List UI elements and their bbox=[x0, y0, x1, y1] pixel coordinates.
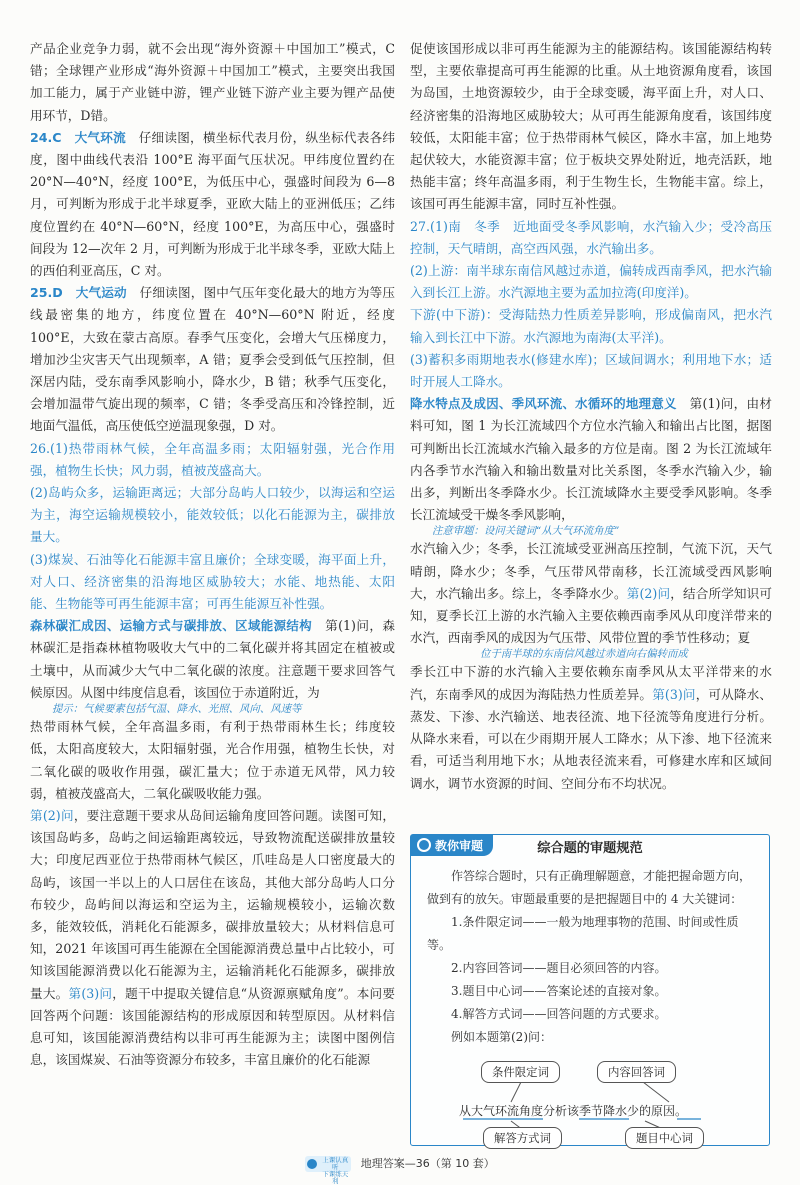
keyword-2: 2.内容回答词——题目必须回答的内容。 bbox=[451, 961, 667, 975]
topic-heading-2: 降水特点及成因、季风环流、水循环的地理意义 bbox=[410, 396, 677, 412]
q25-heading: 25.D 大气运动 bbox=[30, 285, 127, 301]
q26-answer-1: 26.(1)热带雨林气候，全年高温多雨；太阳辐射强，光合作用强，植物生长快；风力弱，植被茂盛高大。 bbox=[30, 440, 395, 478]
handwritten-note-2: 注意审题：设问关键词“从大气环流角度” bbox=[432, 525, 620, 538]
handwritten-note-3: 位于南半球的东南信风越过赤道向右偏转而成 bbox=[480, 648, 688, 661]
label-center-word: 题目中心词 bbox=[625, 1127, 704, 1149]
keyword-3: 3.题目中心词——答案论述的直接对象。 bbox=[451, 984, 667, 998]
analysis-1c: 第(2)问，要注意题干要求从岛间运输角度回答问题。读图可知，该国岛屿多，岛屿之间运输距离较远，导致物流配送碳排放量较大；印度尼西亚位于热带雨林气候区，爪哇岛是人口密度最大的岛屿，该国一半以上的人口居住在该岛，其他大部分岛屿人口分布较少，岛屿间以海运和空运为主，运输规模较小，运输次数多，能效较低，消耗化石能源多，碳排放量较大；从材料信息可知，2021 年该国可再生能源在全国能源消费总量中占比较小，可知该国能源消费以化石能源为主，运输消耗化石能源多，碳排放量大。第(3)问，题干中提取关键信息“从资源禀赋角度”。本问要回答两个问题：该国能源结构的形成原因和转型原因。从材料信息可知，该国能源消费结构以非可再生能源为主；读图中图例信息，该国煤炭、石油等资源分布较多，丰富且廉价的化石能源 bbox=[30, 807, 396, 1068]
tips-tag: 教你审题 bbox=[411, 835, 493, 856]
tips-intro: 作答综合题时，只有正确理解题意，才能把握命题方向，做到有的放矢。审题最重要的是把握题目中的 4 大关键词： bbox=[427, 869, 752, 906]
analysis-3: 降水特点及成因、季风环流、水循环的地理意义 第(1)问，由材料可知，图 1 为长江流域四个方位水汽输入和输出占比图，据图可判断出长江流域水汽输入最多的方位是南。图 2 为长江流域年内各季节水汽输入和输出数量对比关系图，冬季水汽输入少，输出多，判断出冬季降水少。长江流域降水主要受季风影响。冬季长江流域受干燥冬季风影响， bbox=[410, 396, 773, 523]
brand-logo: 上课认真听 下课练天利 bbox=[305, 1156, 351, 1172]
keyword-1: 1.条件限定词——一般为地理事物的范围、时间或性质等。 bbox=[427, 915, 739, 952]
label-content-word: 内容回答词 bbox=[597, 1061, 676, 1083]
page-footer bbox=[0, 1155, 800, 1185]
keyword-4: 4.解答方式词——回答问题的方式要求。 bbox=[451, 1007, 667, 1021]
analysis-3d: 季长江中下游的水汽输入主要依赖东南季风从太平洋带来的水汽，东南季风的成因为海陆热力性质差异。第(3)问，可从降水、蒸发、下渗、水汽输送、地表径流、地下径流等角度进行分析。从降水来看，可以在少雨期开展人工降水；从下渗、地下径流来看，可适当利用地下水；从地表径流来看，可修建水库和区域间调水，调节水资源的时间、空间分布不均状况。 bbox=[410, 664, 773, 791]
q26-answer-3: (3)煤炭、石油等化石能源丰富且廉价；全球变暖，海平面上升，对人口、经济密集的沿海地区威胁较大；水能、地热能、太阳能、生物能等可再生能源丰富；可再生能源互补性强。 bbox=[30, 551, 395, 612]
tips-title: 综合题的审题规范 bbox=[537, 841, 643, 856]
analysis-1: 森林碳汇成因、运输方式与碳排放、区域能源结构 第(1)问，森林碳汇是指森林植物吸收大气中的二氧化碳并将其固定在植被或土壤中，从而减少大气中二氧化碳的浓度。注意题干要求回答气候原因。从图中纬度信息看，该国位于赤道附近，为 bbox=[30, 618, 396, 700]
analysis-3b: 水汽输入少；冬季，长江流域受亚洲高压控制，气流下沉，天气晴朗，降水少；冬季，气压带风带南移，长江流域受西风影响大，水汽输出多。综上，冬季降水少。第(2)问，结合所学知识可知，夏季长江上游的水汽输入主要依赖西南季风从印度洋带来的水汽，西南季风的成因为气压带、风带位置的季节性移动；夏 bbox=[410, 541, 773, 646]
q27-answer-3: (3)蓄积多雨期地表水(修建水库)；区域间调水；利用地下水；适时开展人工降水。 bbox=[410, 351, 772, 390]
tips-box bbox=[410, 834, 770, 1146]
q27-answer-2b: 下游(中下游)：受海陆热力性质差异影响，形成偏南风，把水汽输入到长江中下游。水汽源地为南海(太平洋)。 bbox=[410, 307, 772, 345]
q27-answer-1: 27.(1)南 冬季 近地面受冬季风影响，水汽输入少；受冷高压控制，天气晴朗，高空西风强，水汽输出多。 bbox=[410, 218, 772, 256]
page-number: 地理答案—36（第 10 套） bbox=[360, 1157, 495, 1170]
intro-paragraph: 产品企业竞争力弱，就不会出现“海外资源＋中国加工”模式，C错；全球锂产业形成“海外资源＋中国加工”模式，主要突出我国加工能力，属于产业链中游，锂产业链下游产业主要为锂产品使用环节，D错。 bbox=[30, 41, 395, 123]
diagram-connectors bbox=[411, 835, 769, 1145]
q24-heading: 24.C 大气环流 bbox=[30, 129, 126, 145]
q24-paragraph: 24.C 大气环流 仔细读图，横坐标代表月份，纵坐标代表各纬度，图中曲线代表沿 100°E 海平面气压状况。甲纬度位置约在 20°N—40°N，经度 100°E，为低压中心，强盛时间段为 6—8 月，可判断为形成于北半球夏季，亚欧大陆上的亚洲低压；乙纬度位置约在 40°N—60°N，经度 100°E，为高压中心，强盛时间段为 12—次年 2 月，可判断为形成于北半球冬季，亚欧大陆上的西伯利亚高压，C 对。 bbox=[30, 129, 395, 279]
q27-answer-2a: (2)上游：南半球东南信风越过赤道，偏转成西南季风，把水汽输入到长江上游。水汽源地主要为孟加拉湾(印度洋)。 bbox=[410, 263, 772, 301]
analysis-1b: 热带雨林气候，全年高温多雨，有利于热带雨林生长；纬度较低，太阳高度较大，太阳辐射强，光合作用强，植物生长快，对二氧化碳的吸收作用强，碳汇量大；位于赤道无风带，风力较弱，植被茂盛高大，二氧化碳吸收能力强。 bbox=[30, 719, 395, 801]
handwritten-note-1: 提示：气候要素包括气温、降水、光照、风向、风速等 bbox=[52, 703, 302, 716]
right-column bbox=[410, 38, 772, 795]
label-method-word: 解答方式词 bbox=[483, 1127, 562, 1149]
example-sentence: 从大气环流角度分析该季节降水少的原因。 bbox=[459, 1104, 688, 1118]
example-label: 例如本题第(2)问： bbox=[451, 1030, 552, 1044]
q26-answer-2: (2)岛屿众多，运输距离远；大部分岛屿人口较少，以海运和空运为主，海空运输规模较小，能效较低；以化石能源为主，碳排放量大。 bbox=[30, 485, 395, 545]
q25-paragraph: 25.D 大气运动 仔细读图，图中气压年变化最大的地方为等压线最密集的地方，纬度位置在 40°N—60°N 附近，经度 100°E，大致在蒙古高原。春季气压变化，会增大气压梯度力，增加沙尘灾害天气出现频率，A 错；夏季会受到低气压控制，但深居内陆，受东南季风影响小，降水少，B 错；秋季气压变化，会增加温带气旋出现的频率，C 错；冬季受高压和冷锋控制，近地面气温低，高压使低空逆温现象强，D 对。 bbox=[30, 285, 396, 434]
left-column bbox=[30, 38, 395, 1071]
analysis-2a: 促使该国形成以非可再生能源为主的能源结构。该国能源结构转型，主要依靠提高可再生能源的比重。从土地资源角度看，该国为岛国，土地资源较少，由于全球变暖，海平面上升，对人口、经济密集的沿海地区威胁较大；从可再生能源角度看，该国纬度较低，太阳能丰富；位于热带雨林气候区，降水丰富，加上地势起伏较大，水能资源丰富；位于板块交界处附近，地壳活跃，地热能丰富；终年高温多雨，利于生物生长，生物能丰富。综上，该国可再生能源丰富，同时互补性强。 bbox=[410, 41, 772, 212]
label-condition-word: 条件限定词 bbox=[481, 1061, 560, 1083]
topic-heading-1: 森林碳汇成因、运输方式与碳排放、区域能源结构 bbox=[30, 618, 313, 634]
